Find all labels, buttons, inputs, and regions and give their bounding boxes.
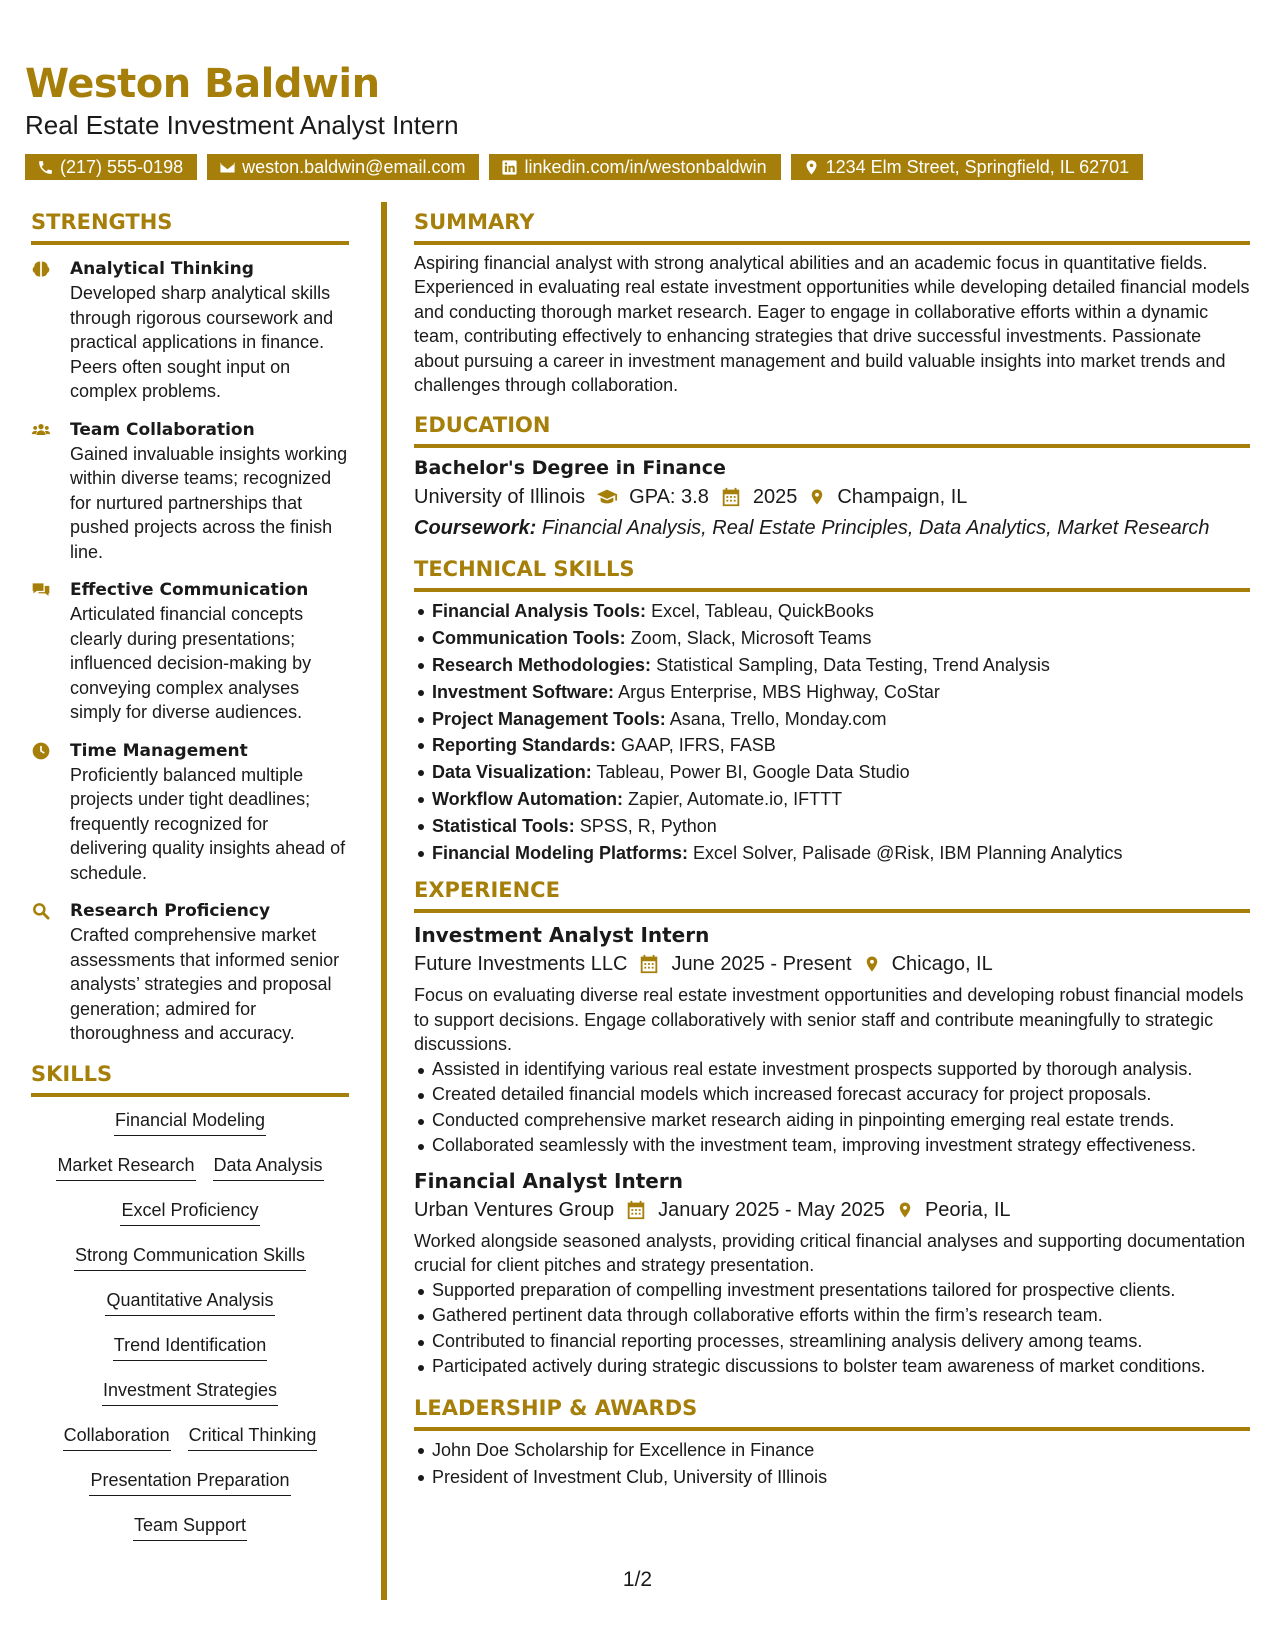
list-item: Participated actively during strategic discussions to bolster team awareness of market conditions. — [432, 1354, 1250, 1380]
skill-tag: Investment Strategies — [102, 1377, 278, 1406]
strength-item — [31, 418, 349, 565]
list-item — [432, 786, 1250, 813]
map-pin-icon — [803, 159, 820, 176]
leadership-title: LEADERSHIP & AWARDS — [414, 1394, 1250, 1431]
clock-icon — [31, 741, 51, 761]
summary-title: SUMMARY — [414, 208, 1250, 245]
skill-value: Tableau, Power BI, Google Data Studio — [596, 762, 910, 783]
page-number: 1/2 — [622, 1568, 653, 1591]
skill-label: Reporting Standards: — [432, 735, 617, 756]
phone-icon — [37, 159, 54, 176]
candidate-role: Real Estate Investment Analyst Intern — [25, 110, 459, 140]
education-meta — [414, 482, 1250, 512]
skill-value: Asana, Trello, Monday.com — [669, 708, 887, 729]
strengths-title: STRENGTHS — [31, 208, 349, 245]
search-icon — [31, 901, 51, 921]
contact-linkedin[interactable] — [489, 154, 780, 180]
job-bullets — [414, 1057, 1250, 1159]
list-item: Contributed to financial reporting processes, streamlining analysis delivery among teams. — [432, 1329, 1250, 1355]
strength-item — [31, 257, 349, 404]
skill-value: GAAP, IFRS, FASB — [621, 735, 776, 756]
skill-tag: Financial Modeling — [114, 1107, 266, 1136]
skill-tag: Quantitative Analysis — [105, 1287, 274, 1316]
coursework — [414, 513, 1250, 543]
list-item — [432, 840, 1250, 867]
list-item — [432, 598, 1250, 625]
strength-title: Time Management — [70, 740, 248, 761]
list-item: President of Investment Club, University of Illinois — [432, 1464, 1250, 1491]
skill-label: Statistical Tools: — [432, 815, 575, 836]
graduation-year: 2025 — [752, 486, 798, 509]
map-pin-icon — [808, 486, 826, 508]
job-dates: January 2025 - May 2025 — [658, 1198, 885, 1221]
list-item — [432, 625, 1250, 652]
list-item — [432, 679, 1250, 706]
strength-title: Analytical Thinking — [70, 259, 254, 279]
strength-desc: Proficiently balanced multiple projects under tight deadlines; frequently recognized for delivering quality insights ahead of schedule. — [70, 764, 346, 883]
skill-label: Investment Software: — [432, 681, 615, 702]
summary-text: Aspiring financial analyst with strong analytical abilities and an academic focus in quantitative fields. Experienced in evaluating real estate investment opportunities while developing detailed financial models and conducting thorough market research. Eager to engage in collaborative efforts within a dynamic team, contributing effectively to enhancing strategies that drive successful investments. Passionate about pursuing a career in investment management and build valuable insights into market trends and challenges through collaboration. — [414, 253, 1250, 396]
skill-value: SPSS, R, Python — [579, 815, 717, 836]
company-name: Urban Ventures Group — [414, 1198, 615, 1221]
skill-tag: Data Analysis — [213, 1152, 324, 1181]
contact-email[interactable] — [207, 154, 479, 180]
contact-bar — [25, 154, 1250, 180]
experience-title: EXPERIENCE — [414, 876, 1250, 913]
list-item: Collaborated seamlessly with the investment team, improving investment strategy effectiveness. — [432, 1133, 1250, 1159]
skill-value: Excel, Tableau, QuickBooks — [651, 601, 874, 622]
strength-item — [31, 899, 349, 1046]
contact-address-text: 1234 Elm Street, Springfield, IL 62701 — [825, 157, 1130, 177]
calendar-icon — [625, 1199, 647, 1221]
job-location: Peoria, IL — [924, 1198, 1011, 1221]
technical-skills-title: TECHNICAL SKILLS — [414, 555, 1250, 592]
strength-title: Team Collaboration — [70, 419, 255, 440]
coursework-label: Coursework: — [414, 517, 537, 540]
strength-desc: Crafted comprehensive market assessments that informed senior analysts’ strategies and proposal generation; admired for thoroughness and accuracy. — [70, 925, 340, 1043]
list-item: Created detailed financial models which increased forecast accuracy for project proposals. — [432, 1082, 1250, 1108]
technical-skills-list — [414, 598, 1250, 866]
contact-linkedin-text: linkedin.com/in/westonbaldwin — [524, 157, 767, 177]
skill-label: Financial Analysis Tools: — [432, 601, 647, 622]
strength-desc: Gained invaluable insights working within diverse teams; recognized for nurtured partnerships that pushed projects across the finish line. — [70, 443, 348, 562]
job-title: Financial Analyst Intern — [414, 1168, 683, 1193]
map-pin-icon — [896, 1199, 914, 1221]
strength-title: Effective Communication — [70, 580, 309, 600]
map-pin-icon — [863, 953, 881, 975]
calendar-icon — [720, 486, 742, 508]
strengths-list — [31, 257, 349, 1046]
job-entry — [414, 921, 1250, 1159]
list-item: Conducted comprehensive market research aiding in pinpointing emerging real estate trends. — [432, 1108, 1250, 1134]
contact-email-text: weston.baldwin@email.com — [242, 157, 466, 177]
list-item — [432, 813, 1250, 840]
job-bullets — [414, 1278, 1250, 1380]
strength-desc: Developed sharp analytical skills through rigorous coursework and practical applications in finance. Peers often sought input on complex problems. — [70, 283, 334, 401]
skill-label: Project Management Tools: — [432, 708, 666, 729]
left-column — [31, 208, 349, 1557]
brain-icon — [31, 259, 51, 279]
skill-label: Communication Tools: — [432, 628, 626, 649]
skill-tag: Excel Proficiency — [120, 1197, 259, 1226]
linkedin-icon — [501, 159, 518, 176]
list-item — [432, 652, 1250, 679]
list-item — [432, 706, 1250, 733]
list-item — [432, 732, 1250, 759]
job-location: Chicago, IL — [891, 953, 993, 976]
list-item — [432, 759, 1250, 786]
resume-header — [25, 58, 1250, 180]
strength-title: Research Proficiency — [70, 901, 271, 921]
skill-value: Excel Solver, Palisade @Risk, IBM Planning Analytics — [693, 842, 1123, 863]
education-title: EDUCATION — [414, 411, 1250, 448]
skill-tag: Market Research — [56, 1152, 195, 1181]
leadership-list — [414, 1437, 1250, 1491]
contact-address — [791, 154, 1144, 180]
graduation-cap-icon — [596, 486, 618, 508]
contact-phone[interactable] — [25, 154, 197, 180]
skills-list — [31, 1107, 349, 1557]
envelope-icon — [219, 159, 236, 176]
degree: Bachelor's Degree in Finance — [414, 457, 726, 480]
list-item: John Doe Scholarship for Excellence in Finance — [432, 1437, 1250, 1464]
school-name: University of Illinois — [414, 486, 586, 509]
school-location: Champaign, IL — [837, 486, 968, 509]
strength-item — [31, 739, 349, 886]
skill-tag: Critical Thinking — [188, 1422, 318, 1451]
skill-tag: Collaboration — [63, 1422, 171, 1451]
contact-phone-text: (217) 555-0198 — [60, 157, 184, 177]
skill-label: Data Visualization: — [432, 762, 592, 783]
list-item: Supported preparation of compelling investment presentations tailored for prospective clients. — [432, 1278, 1250, 1304]
job-description: Focus on evaluating diverse real estate investment opportunities and developing robust financial models to support decisions. Engage collaboratively with senior staff and contribute meaningfully to strategic discussions. — [414, 985, 1244, 1055]
skill-value: Zoom, Slack, Microsoft Teams — [630, 628, 872, 649]
skill-label: Workflow Automation: — [432, 789, 623, 810]
chat-icon — [31, 580, 51, 600]
gpa: GPA: 3.8 — [629, 486, 709, 509]
job-meta — [414, 1195, 1250, 1225]
column-divider — [381, 202, 387, 1600]
company-name: Future Investments LLC — [414, 953, 628, 976]
skill-value: Argus Enterprise, MBS Highway, CoStar — [618, 681, 940, 702]
job-dates: June 2025 - Present — [671, 953, 852, 976]
skill-label: Research Methodologies: — [432, 655, 652, 676]
job-entry — [414, 1167, 1250, 1380]
users-icon — [31, 420, 51, 440]
coursework-list: Financial Analysis, Real Estate Principles, Data Analytics, Market Research — [541, 517, 1210, 540]
strength-item — [31, 578, 349, 725]
skill-tag: Presentation Preparation — [89, 1467, 290, 1496]
skill-tag: Trend Identification — [113, 1332, 267, 1361]
skills-section — [31, 1060, 349, 1557]
skill-value: Zapier, Automate.io, IFTTT — [628, 789, 843, 810]
job-description: Worked alongside seasoned analysts, providing critical financial analyses and supporting documentation crucial for client pitches and strategy presentation. — [414, 1230, 1246, 1276]
list-item: Assisted in identifying various real estate investment prospects supported by thorough analysis. — [432, 1057, 1250, 1083]
skills-title: SKILLS — [31, 1060, 349, 1097]
skill-tag: Strong Communication Skills — [74, 1242, 306, 1271]
job-title: Investment Analyst Intern — [414, 923, 710, 948]
candidate-name: Weston Baldwin — [25, 61, 380, 107]
right-column — [414, 208, 1250, 1491]
list-item: Gathered pertinent data through collaborative efforts within the firm’s research team. — [432, 1303, 1250, 1329]
skill-value: Statistical Sampling, Data Testing, Trend Analysis — [656, 655, 1050, 676]
calendar-icon — [638, 953, 660, 975]
strength-desc: Articulated financial concepts clearly during presentations; influenced decision-making by conveying complex analyses simply for diverse audiences. — [70, 604, 312, 722]
job-meta — [414, 949, 1250, 979]
skill-tag: Team Support — [133, 1512, 247, 1541]
skill-label: Financial Modeling Platforms: — [432, 842, 689, 863]
